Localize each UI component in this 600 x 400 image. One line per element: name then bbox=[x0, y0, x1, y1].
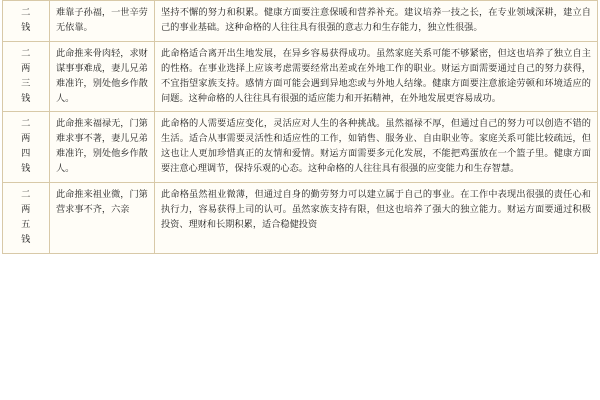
row-verse-cell: 难靠子孙福，一世辛劳无依靠。 bbox=[50, 1, 155, 42]
weight-characters bbox=[9, 47, 43, 107]
table-row bbox=[3, 112, 598, 183]
weight-char: 两 bbox=[21, 62, 31, 74]
row-description-cell: 此命格的人需要适应变化，灵活应对人生的各种挑战。虽然福禄不厚，但通过自己的努力可以创造不错的生活。适合从事需要灵活性和适应性的工作，如销售、服务业、自由职业等。家庭关系可能比较疏远，但这也让人更加珍惜真正的友情和爱情。财运方面需要多元化发展，不能把鸡蛋放在一个篮子里。健康方面要注意心理调节，保持乐观的心态。这种命格的人往往具有很强的应变能力和生存智慧。 bbox=[155, 112, 598, 183]
weight-char: 四 bbox=[21, 148, 31, 160]
weight-char: 钱 bbox=[21, 21, 31, 33]
row-weight-cell bbox=[3, 41, 50, 112]
weight-characters bbox=[9, 117, 43, 177]
weight-char: 钱 bbox=[21, 163, 31, 175]
weight-char: 五 bbox=[21, 218, 31, 230]
weight-char: 二 bbox=[21, 7, 31, 18]
weight-char: 三 bbox=[21, 77, 31, 89]
table-row bbox=[3, 41, 598, 112]
weight-char: 两 bbox=[21, 203, 31, 215]
row-weight-cell bbox=[3, 1, 50, 42]
weight-char: 二 bbox=[21, 47, 31, 59]
row-verse-cell: 此命推来骨肉轻，求财谋事事难成，妻儿兄弟难准许，别处他乡作散人。 bbox=[50, 41, 155, 112]
table-body bbox=[3, 1, 598, 254]
row-weight-cell bbox=[3, 112, 50, 183]
table-row bbox=[3, 183, 598, 254]
row-verse-cell: 此命推来祖业微，门第营求事不齐，六亲 bbox=[50, 183, 155, 254]
table-row bbox=[3, 1, 598, 42]
weight-char: 钱 bbox=[21, 233, 31, 245]
row-description-cell: 此命格虽然祖业微薄，但通过自身的勤劳努力可以建立属于自己的事业。在工作中表现出很强的责任心和执行力，容易获得上司的认可。虽然家族支持有限，但这也培养了强大的独立能力。财运方面要通过积极投资、理财和长期积累，适合稳健投资 bbox=[155, 183, 598, 254]
fate-weight-table bbox=[2, 0, 598, 254]
weight-char: 二 bbox=[21, 189, 31, 201]
row-description-cell: 坚持不懈的努力和积累。健康方面要注意保暖和营养补充。建议培养一技之长，在专业领域深耕，建立自己的事业基础。这种命格的人往往具有很强的意志力和生存能力，独立性很强。 bbox=[155, 1, 598, 42]
row-verse-cell: 此命推来福禄无，门第难求事不著，妻儿兄弟难准许，别处他乡作散人。 bbox=[50, 112, 155, 183]
weight-char: 钱 bbox=[21, 92, 31, 104]
weight-characters bbox=[9, 188, 43, 248]
row-weight-cell bbox=[3, 183, 50, 254]
weight-char: 二 bbox=[21, 118, 31, 130]
weight-characters bbox=[9, 6, 43, 36]
row-description-cell: 此命格适合离开出生地发展，在异乡容易获得成功。虽然家庭关系可能不够紧密，但这也培养了独立自主的性格。在事业选择上应该考虑需要经常出差或在外地工作的职业。财运方面需要通过自己的努力获得，不宜指望家族支持。感情方面可能会遇到异地恋或与外地人结缘。健康方面要注意旅途劳顿和环境适应的问题。这种命格的人往往具有很强的适应能力和开拓精神，在外地发展更容易成功。 bbox=[155, 41, 598, 112]
weight-char: 两 bbox=[21, 133, 31, 145]
